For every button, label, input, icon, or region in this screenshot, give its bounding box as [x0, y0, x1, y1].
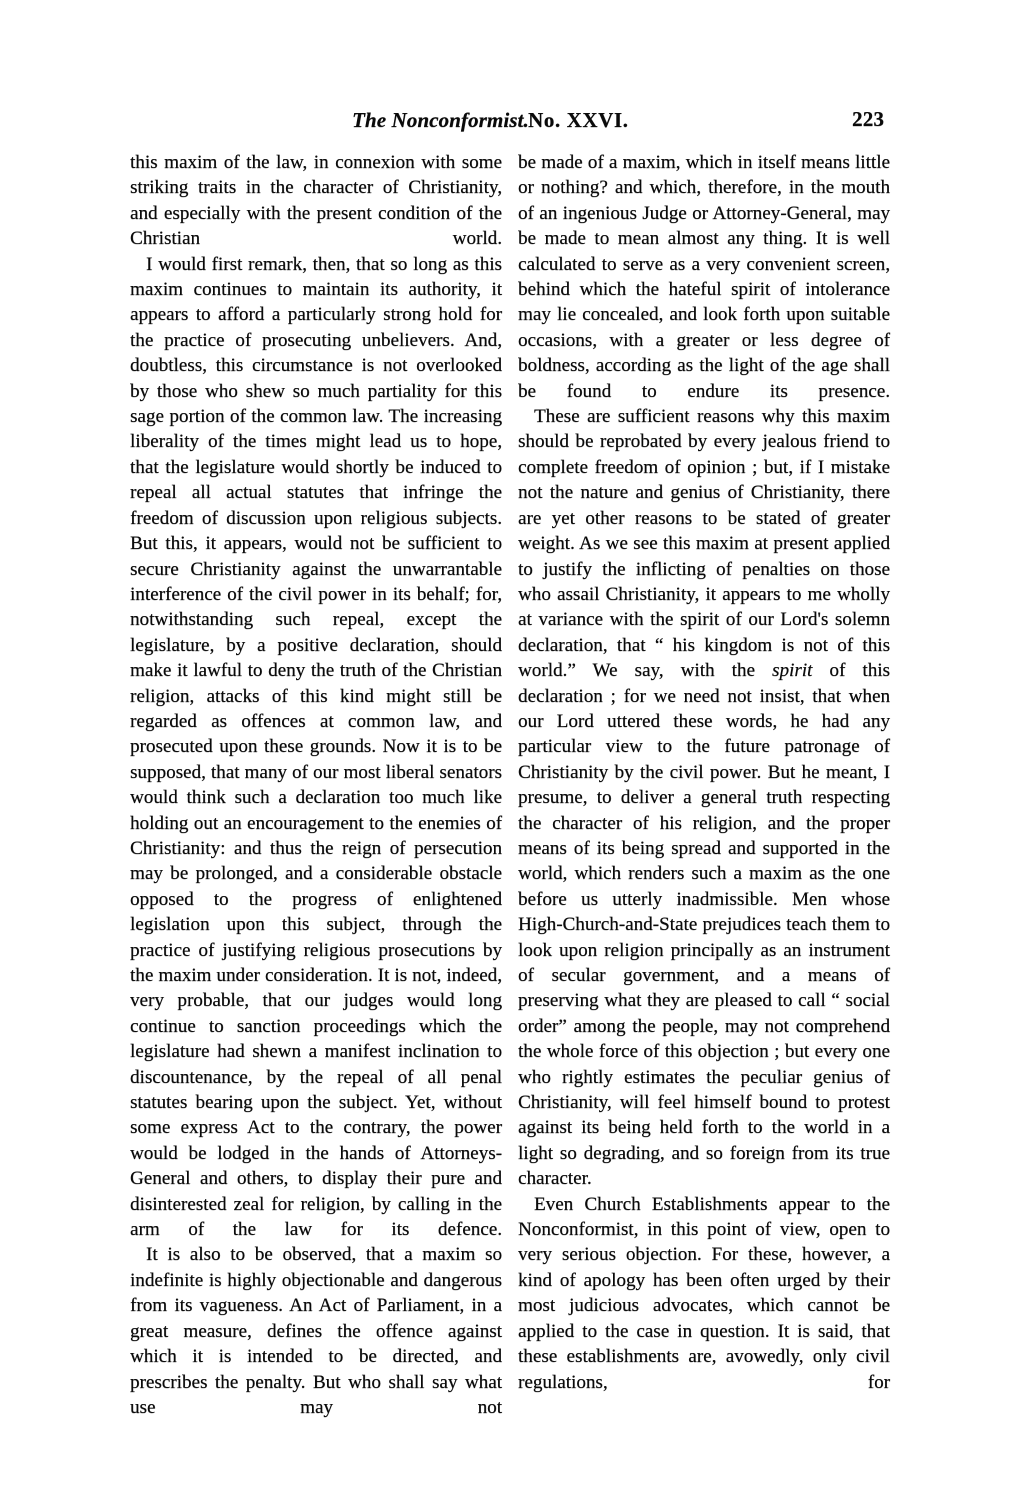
issue-number: No. XXVI. — [528, 108, 629, 132]
paragraph: I would first remark, then, that so long as this maxim continues to maintain its authority, it appears to afford a particularly strong hold for the practice of prosecuting unbelievers. And, doubtless, this circumstance is not overlooked by those who shew so much partiality for this sage portion of the common law. The increasing liberality of the times might lead us to hope, that the legislature would shortly be induced to repeal all actual statutes that infringe the freedom of discussion upon religious subjects. But this, it appears, would not be sufficient to secure Christianity against the unwarrantable interference of the civil power in its behalf; for, notwithstanding such repeal, except the legislature, by a positive declaration, should make it lawful to deny the truth of the Christian religion, attacks of this kind might still be regarded as offences at common law, and prosecuted upon these grounds. Now it is to be supposed, that many of our most liberal senators would think such a declaration too much like holding out an encouragement to the enemies of Christianity: and thus the reign of persecution may be prolonged, and a considerable obstacle opposed to the progress of enlightened legislation upon this subject, through the practice of justifying religious prosecutions by the maxim under consideration. It is not, indeed, very probable, that our judges would long continue to sanction proceedings which the legislature had shewn a manifest inclination to discountenance, by the repeal of all penal statutes bearing upon the subject. Yet, without some express Act to the contrary, the power would be lodged in the hands of Attorneys-General and others, to display their pure and disinterested zeal for religion, by calling in the arm of the law for its defence. — [130, 253, 502, 1241]
paragraph: Even Church Establishments appear to the Nonconformist, in this point of view, open to very serious objection. For these, however, a kind of apology has been often urged by their most judicious advocates, which cannot be applied to the case in question. It is said, that these establishments are, avowedly, only civil regulations, for — [518, 1193, 890, 1393]
paragraph: These are sufficient reasons why this maxim should be reprobated by every jealous friend to complete freedom of opinion ; but, if I mistake not the nature and genius of Christianity, there are yet other reasons to be stated of greater weight. As we see this maxim at present applied to justify the inflicting of penalties on those who assail Christianity, it appears to me wholly at variance with the spirit of our Lord's solemn declaration, that “ his kingdom is not of this world.” We say, with the spirit of this declaration ; for we need not insist, that when our Lord uttered these words, he had any particular view to the future patronage of Christianity by the civil power. But he meant, I presume, to deliver a general truth respecting the character of his religion, and the proper means of its being spread and supported in the world, which renders such a maxim as the one before us utterly inadmissible. Men whose High-Church-and-State prejudices teach them to look upon religion principally as an instrument of secular government, and a means of preserving what they are pleased to call “ social order” among the people, may not comprehend the whole force of this objection ; but every one who rightly estimates the peculiar genius of Christianity, will feel himself bound to protest against its being held forth to the world in a light so degrading, and so foreign from its true character. — [518, 406, 890, 1190]
paragraph: this maxim of the law, in connexion with some striking traits in the character of Christianity, and especially with the present condition of the Christian world. — [130, 152, 502, 250]
column-right — [518, 150, 890, 1395]
paragraph: It is also to be observed, that a maxim so indefinite is highly objectionable and dangerous from its vagueness. An Act of Parliament, in a great measure, defines the offence against which it is intended to be directed, and prescribes the penalty. But who shall say what use may not — [130, 1244, 502, 1418]
column-left — [130, 150, 502, 1420]
paragraph: be made of a maxim, which in itself means little or nothing? and which, therefore, in the mouth of an ingenious Judge or Attorney-General, may be made to mean almost any thing. It is well calculated to serve as a very convenient screen, behind which the hateful spirit of intolerance may lie concealed, and look forth upon suitable occasions, with a greater or less degree of boldness, according as the light of the age shall be found to endure its presence. — [518, 152, 890, 402]
page-number: 223 — [852, 107, 885, 131]
running-head — [130, 108, 930, 142]
publication-title: The Nonconformist. — [352, 108, 529, 132]
